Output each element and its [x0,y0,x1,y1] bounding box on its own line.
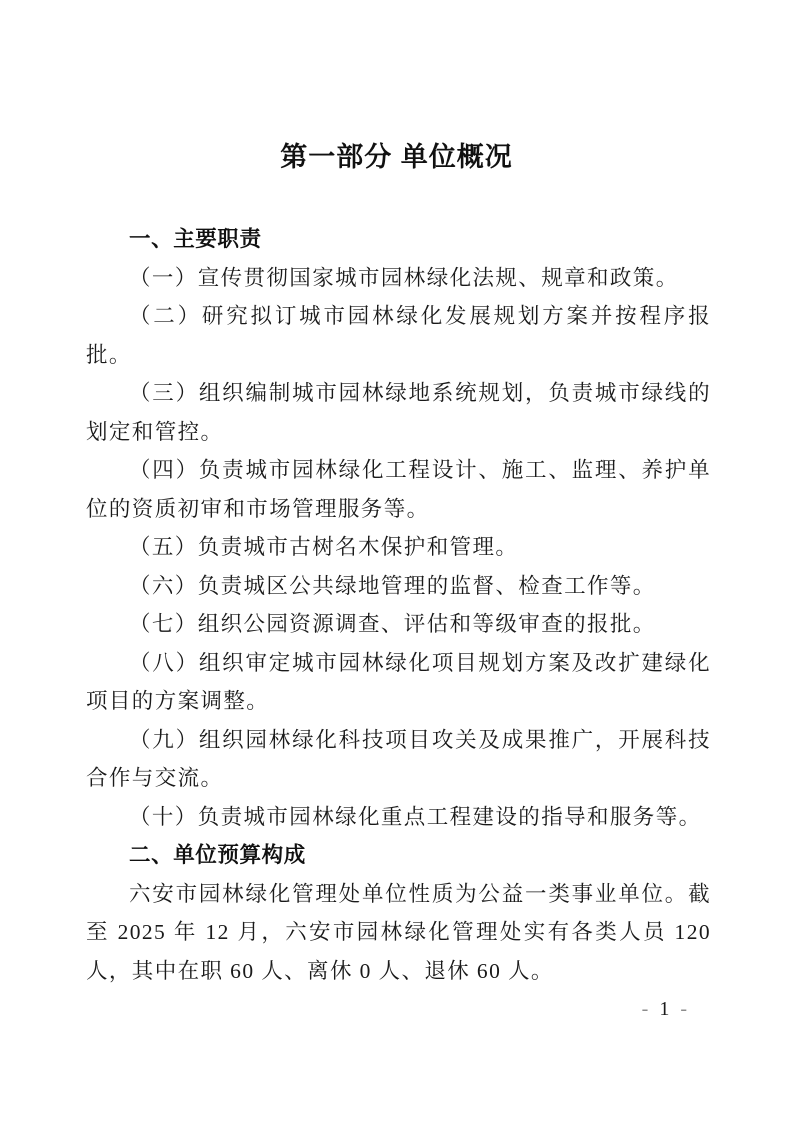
body-paragraph: （五）负责城市古树名木保护和管理。 [129,535,519,559]
body-paragraph: （二）研究拟订城市园林绿化发展规划方案并按程序报批。 [86,304,711,367]
page-number: 1 [659,998,670,1020]
body-paragraph: （六）负责城区公共绿地管理的监督、检查工作等。 [129,573,656,598]
footer-dash-right: - [680,998,687,1020]
footer-dash-left: - [641,998,649,1020]
body-paragraph: （一）宣传贯彻国家城市园林绿化法规、规章和政策。 [129,265,679,290]
body-paragraph: （四）负责城市园林绿化工程设计、施工、监理、养护单位的资质初审和市场管理服务等。 [86,458,711,521]
body-paragraph: （三）组织编制城市园林绿地系统规划，负责城市绿线的划定和管控。 [86,381,711,444]
page-title: 第一部分 单位概况 [280,142,513,172]
body-paragraph: （十）负责城市园林绿化重点工程建设的指导和服务等。 [129,804,702,829]
body-paragraph: （七）组织公园资源调查、评估和等级审查的报批。 [129,612,656,636]
section-heading-budget-composition: 二、单位预算构成 [129,843,306,867]
section-heading-main-duties: 一、主要职责 [129,227,262,251]
document-body [86,220,711,990]
body-paragraph: （八）组织审定城市园林绿化项目规划方案及改扩建绿化项目的方案调整。 [86,650,711,713]
body-paragraph: （九）组织园林绿化科技项目攻关及成果推广，开展科技合作与交流。 [86,727,711,790]
page-footer [636,997,693,1021]
body-paragraph: 六安市园林绿化管理处单位性质为公益一类事业单位。截至 2025 年 12 月，六安市园林绿化管理处实有各类人员 120 人，其中在职 60 人、离休 0 人、退休 60 人。 [86,881,711,983]
